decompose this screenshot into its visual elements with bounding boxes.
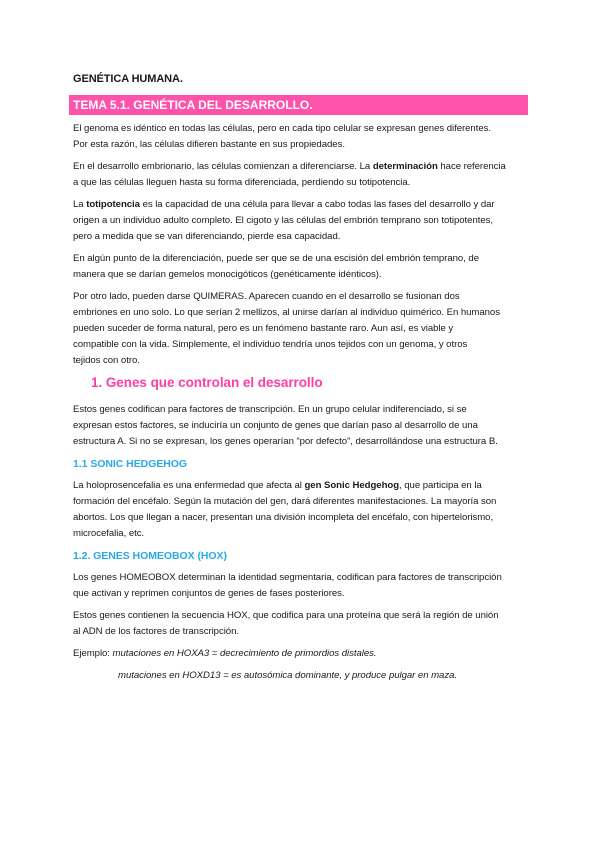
text-line xyxy=(73,608,543,624)
paragraph xyxy=(73,646,543,662)
paragraph xyxy=(73,402,543,450)
text-line xyxy=(73,175,543,191)
text-span: tejidos con otro. xyxy=(73,355,140,366)
text-span: compatible con la vida. Simplemente, el individuo tendría unos tejidos con un genoma, y otros xyxy=(73,339,468,350)
text-span: que activan y reprimen conjuntos de genes de fases posteriores. xyxy=(73,588,345,599)
text-span: manera que se darían gemelos monocigóticos (genéticamente idénticos). xyxy=(73,269,382,280)
text-line xyxy=(73,646,543,662)
paragraph xyxy=(73,159,543,191)
text-span: microcefalia, etc. xyxy=(73,528,145,539)
text-span: La holoprosencefalia es una enfermedad que afecta al xyxy=(73,480,305,491)
text-line xyxy=(73,305,543,321)
text-span: estructura A. Si no se expresan, los genes operarían “por defecto”, desarrollándose una estructura B. xyxy=(73,436,498,447)
document-body xyxy=(73,121,543,690)
document-title: GENÉTICA HUMANA. xyxy=(73,73,183,85)
bold-text: determinación xyxy=(372,161,438,172)
text-span: La xyxy=(73,199,87,210)
text-line xyxy=(118,668,543,684)
bold-text: gen Sonic Hedgehog xyxy=(304,480,400,491)
text-span: hace referencia xyxy=(437,161,506,172)
text-span: Los genes HOMEOBOX determinan la identidad segmentaria, codifican para factores de transcripción xyxy=(73,572,502,583)
paragraph xyxy=(73,668,543,684)
text-span: Estos genes contienen la secuencia HOX, que codifica para una proteína que será la región de unión xyxy=(73,610,499,621)
text-line xyxy=(73,289,543,305)
text-line xyxy=(73,478,543,494)
text-line xyxy=(73,159,543,175)
text-span: al ADN de los factores de transcripción. xyxy=(73,626,239,637)
paragraph xyxy=(73,570,543,602)
text-line xyxy=(73,337,543,353)
text-span: En algún punto de la diferenciación, puede ser que se de una escisión del embrión temprano, de xyxy=(73,253,479,264)
section-heading: 1. Genes que controlan el desarrollo xyxy=(91,375,323,390)
italic-text: mutaciones en HOXD13 = es autosómica dominante, y produce pulgar en maza. xyxy=(118,670,457,681)
text-span: abortos. Los que llegan a nacer, presentan una división incompleta del encéfalo, con hipertelorismo, xyxy=(73,512,494,523)
text-line xyxy=(73,586,543,602)
text-line xyxy=(73,494,543,510)
text-line xyxy=(73,137,543,153)
text-line xyxy=(73,267,543,283)
text-line xyxy=(73,229,543,245)
text-line xyxy=(73,402,543,418)
text-line xyxy=(73,251,543,267)
subsection-heading: 1.2. GENES HOMEOBOX (HOX) xyxy=(73,550,227,562)
paragraph xyxy=(73,478,543,542)
text-line xyxy=(73,570,543,586)
text-line xyxy=(73,353,543,369)
text-span: a que las células lleguen hasta su forma diferenciada, perdiendo su totipotencia. xyxy=(73,177,411,188)
bold-text: totipotencia xyxy=(86,199,140,210)
text-span: Por otro lado, pueden darse QUIMERAS. Aparecen cuando en el desarrollo se fusionan dos xyxy=(73,291,460,302)
text-line xyxy=(73,434,543,450)
text-span: origen a un individuo adulto completo. El cigoto y las células del embrión temprano son totipotentes, xyxy=(73,215,493,226)
text-line xyxy=(73,526,543,542)
text-span: El genoma es idéntico en todas las células, pero en cada tipo celular se expresan genes diferentes. xyxy=(73,123,491,134)
text-span: embriones en uno solo. Lo que serían 2 mellizos, al unirse darían al individuo quimérico. En humanos xyxy=(73,307,500,318)
paragraph xyxy=(73,608,543,640)
text-span: es la capacidad de una célula para llevar a cabo todas las fases del desarrollo y dar xyxy=(139,199,495,210)
text-span: Por esta razón, las células difieren bastante en sus propiedades. xyxy=(73,139,345,150)
text-span: formación del encéfalo. Según la mutación del gen, dará diferentes manifestaciones. La mayoría son xyxy=(73,496,497,507)
subsection-heading: 1.1 SONIC HEDGEHOG xyxy=(73,458,188,470)
paragraph xyxy=(73,251,543,283)
text-span: expresan estos factores, se induciría un conjunto de genes que darían paso al desarrollo de una xyxy=(73,420,478,431)
text-span: Estos genes codifican para factores de transcripción. En un grupo celular indiferenciado, si se xyxy=(73,404,467,415)
paragraph xyxy=(73,121,543,153)
text-line xyxy=(73,624,543,640)
text-span: Ejemplo: xyxy=(73,648,113,659)
italic-text: mutaciones en HOXA3 = decrecimiento de primordios distales. xyxy=(112,648,377,659)
paragraph xyxy=(73,289,543,369)
text-line xyxy=(73,418,543,434)
tema-heading: TEMA 5.1. GENÉTICA DEL DESARROLLO. xyxy=(69,95,528,115)
text-line xyxy=(73,510,543,526)
text-line xyxy=(73,121,543,137)
paragraph xyxy=(73,197,543,245)
text-line xyxy=(73,197,543,213)
text-line xyxy=(73,321,543,337)
text-span: En el desarrollo embrionario, las células comienzan a diferenciarse. La xyxy=(73,161,373,172)
text-span: pueden suceder de forma natural, pero es un fenómeno bastante raro. Aun así, es viable y xyxy=(73,323,454,334)
text-span: pero a medida que se van diferenciando, pierde esa capacidad. xyxy=(73,231,341,242)
text-span: , que participa en la xyxy=(399,480,482,491)
text-line xyxy=(73,213,543,229)
